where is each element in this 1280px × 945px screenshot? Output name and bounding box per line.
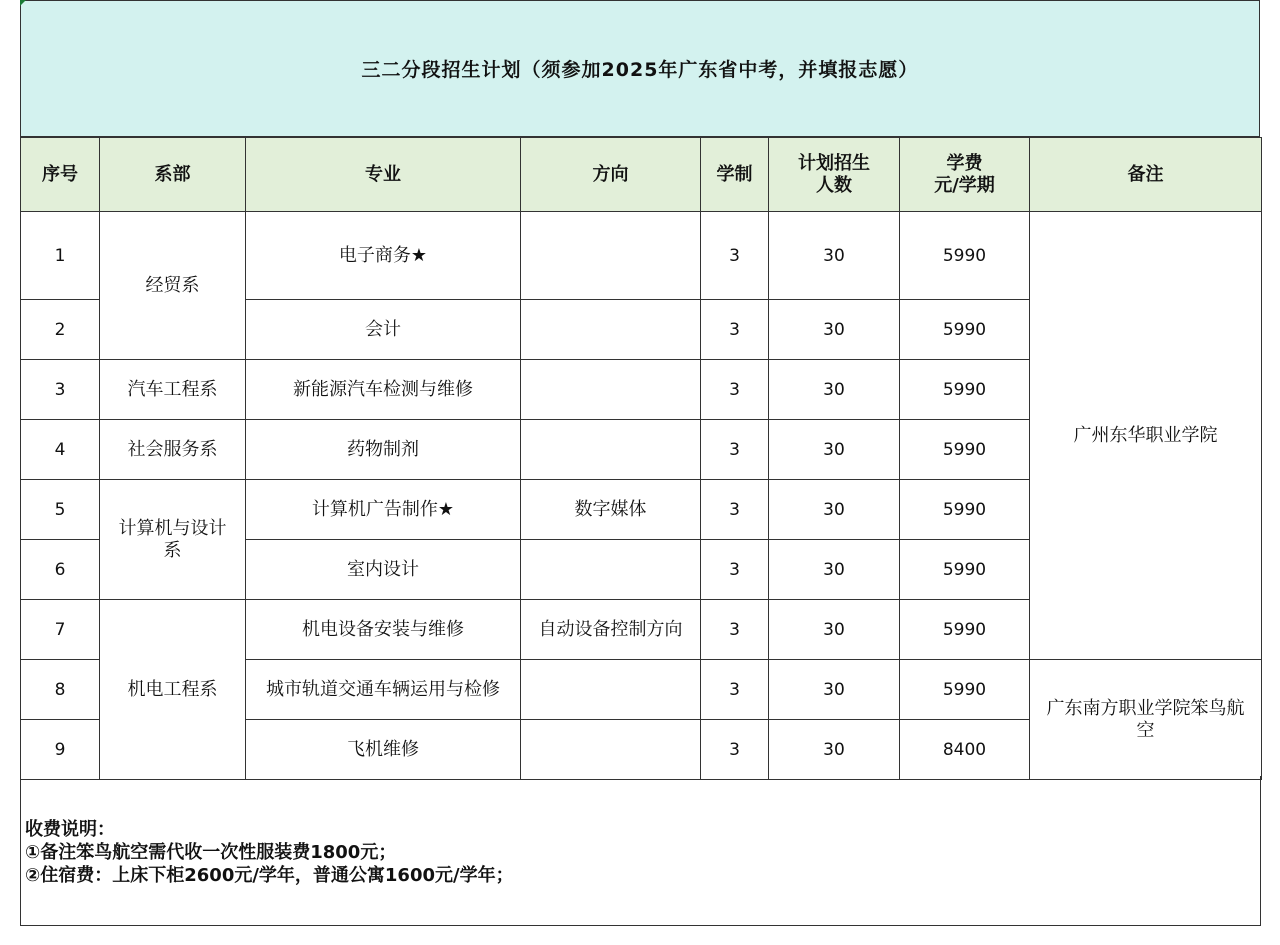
notes-heading: 收费说明：	[25, 819, 115, 840]
cell-direction: 数字媒体	[521, 480, 701, 540]
cell-plan: 30	[769, 720, 900, 780]
cell-major: 电子商务★	[246, 212, 521, 300]
cell-direction	[521, 212, 701, 300]
header-row	[21, 138, 1262, 212]
cell-dept	[100, 480, 246, 600]
cell-fee: 8400	[900, 720, 1030, 780]
cell-years: 3	[701, 600, 769, 660]
enrollment-plan-sheet	[20, 0, 1261, 926]
cell-direction	[521, 540, 701, 600]
cell-major: 计算机广告制作★	[246, 480, 521, 540]
header-seq: 序号	[21, 138, 100, 212]
table-row	[21, 212, 1262, 300]
cell-direction	[521, 660, 701, 720]
cell-seq: 3	[21, 360, 100, 420]
cell-major: 城市轨道交通车辆运用与检修	[246, 660, 521, 720]
header-fee-line1: 学费	[946, 152, 983, 174]
cell-years: 3	[701, 212, 769, 300]
cell-remark: 广州东华职业学院	[1030, 212, 1262, 660]
cell-years: 3	[701, 660, 769, 720]
cell-major: 新能源汽车检测与维修	[246, 360, 521, 420]
cell-seq: 2	[21, 300, 100, 360]
header-plan	[769, 138, 900, 212]
cell-direction: 自动设备控制方向	[521, 600, 701, 660]
cell-direction	[521, 720, 701, 780]
enrollment-table	[20, 137, 1262, 780]
cell-plan: 30	[769, 660, 900, 720]
cell-fee: 5990	[900, 480, 1030, 540]
cell-seq: 8	[21, 660, 100, 720]
cell-years: 3	[701, 480, 769, 540]
cell-major: 机电设备安装与维修	[246, 600, 521, 660]
header-dept: 系部	[100, 138, 246, 212]
cell-fee: 5990	[900, 600, 1030, 660]
header-plan-line1: 计划招生	[798, 152, 870, 174]
header-years: 学制	[701, 138, 769, 212]
header-direction: 方向	[521, 138, 701, 212]
cell-seq: 6	[21, 540, 100, 600]
cell-major: 室内设计	[246, 540, 521, 600]
cell-seq: 1	[21, 212, 100, 300]
cell-seq: 9	[21, 720, 100, 780]
cell-plan: 30	[769, 420, 900, 480]
sheet-title: 三二分段招生计划（须参加2025年广东省中考，并填报志愿）	[361, 59, 919, 81]
header-plan-line2: 人数	[816, 174, 852, 196]
cell-dept: 汽车工程系	[100, 360, 246, 420]
cell-seq: 5	[21, 480, 100, 540]
cell-dept: 经贸系	[100, 212, 246, 360]
cell-remark	[1030, 660, 1262, 780]
cell-plan: 30	[769, 212, 900, 300]
cell-direction	[521, 360, 701, 420]
cell-plan: 30	[769, 600, 900, 660]
cell-plan: 30	[769, 360, 900, 420]
cell-seq: 7	[21, 600, 100, 660]
cell-years: 3	[701, 720, 769, 780]
header-fee-line2: 元/学期	[934, 174, 995, 196]
cell-dept: 社会服务系	[100, 420, 246, 480]
cell-major: 药物制剂	[246, 420, 521, 480]
cell-direction	[521, 300, 701, 360]
notes-line-2: ②住宿费：上床下柜2600元/学年，普通公寓1600元/学年；	[25, 865, 514, 886]
cell-years: 3	[701, 540, 769, 600]
header-remark: 备注	[1030, 138, 1262, 212]
cell-fee: 5990	[900, 212, 1030, 300]
cell-corner-marker-icon	[20, 0, 26, 6]
cell-years: 3	[701, 300, 769, 360]
cell-fee: 5990	[900, 300, 1030, 360]
header-fee	[900, 138, 1030, 212]
cell-fee: 5990	[900, 360, 1030, 420]
cell-plan: 30	[769, 540, 900, 600]
cell-years: 3	[701, 420, 769, 480]
cell-dept-text: 计算机与设计系	[118, 517, 227, 561]
cell-plan: 30	[769, 480, 900, 540]
cell-direction	[521, 420, 701, 480]
fee-notes	[20, 776, 1261, 926]
cell-fee: 5990	[900, 540, 1030, 600]
cell-major: 会计	[246, 300, 521, 360]
title-band	[20, 0, 1260, 137]
cell-remark-text: 广东南方职业学院笨鸟航空	[1046, 697, 1245, 741]
cell-seq: 4	[21, 420, 100, 480]
cell-fee: 5990	[900, 420, 1030, 480]
cell-plan: 30	[769, 300, 900, 360]
cell-fee: 5990	[900, 660, 1030, 720]
header-major: 专业	[246, 138, 521, 212]
cell-years: 3	[701, 360, 769, 420]
notes-line-1: ①备注笨鸟航空需代收一次性服装费1800元；	[25, 842, 397, 863]
cell-dept: 机电工程系	[100, 600, 246, 780]
cell-major: 飞机维修	[246, 720, 521, 780]
